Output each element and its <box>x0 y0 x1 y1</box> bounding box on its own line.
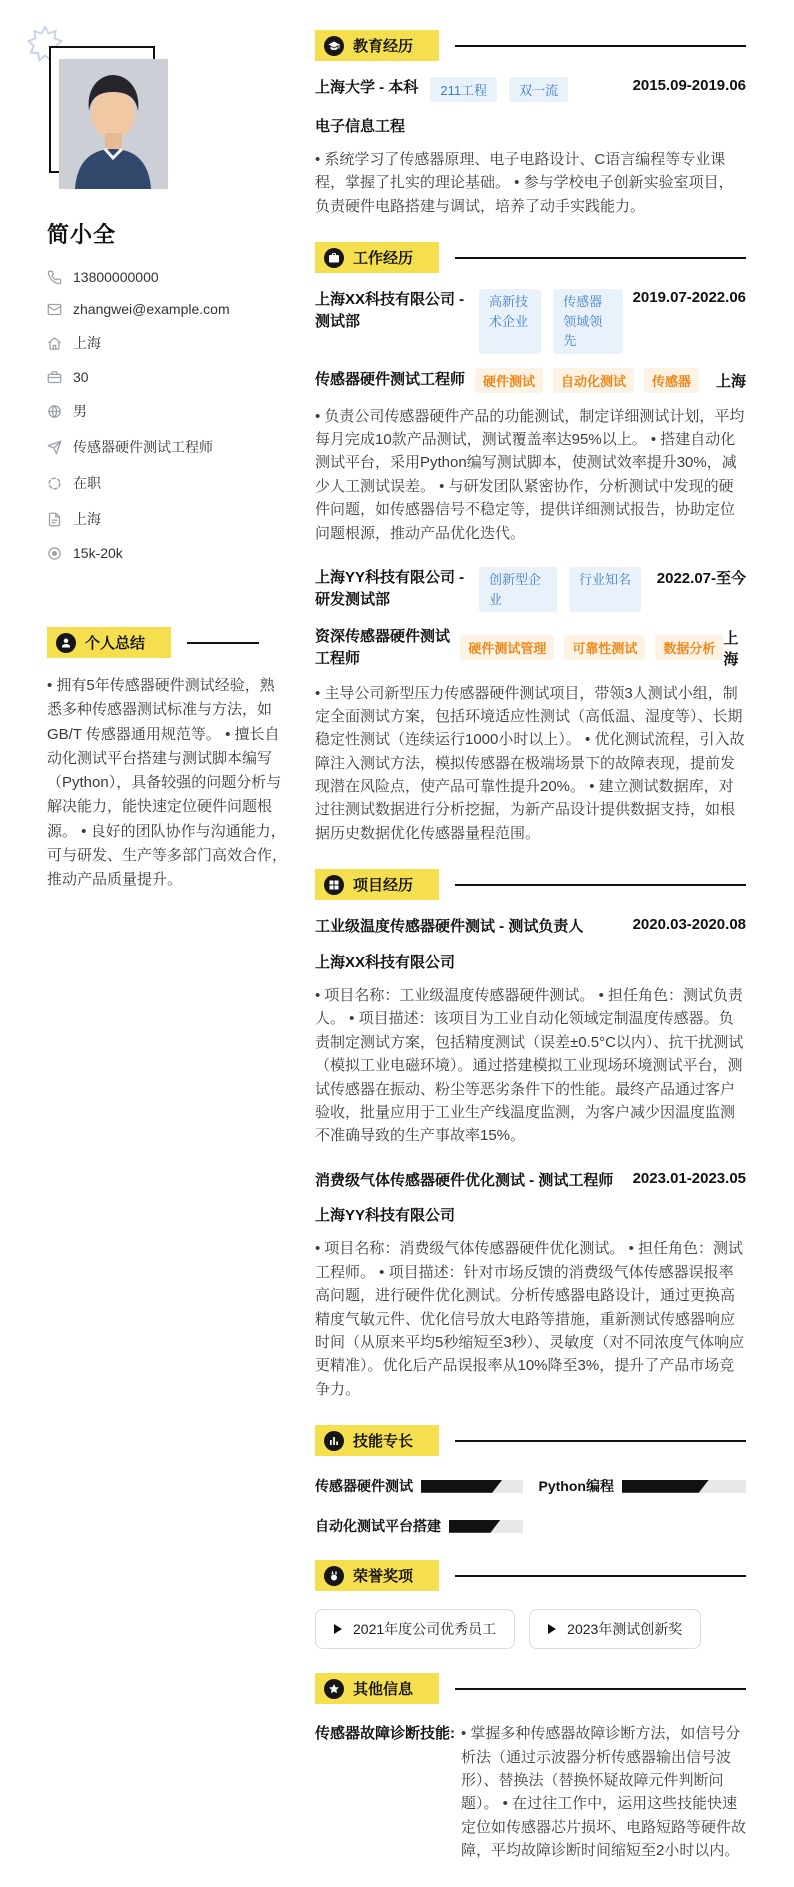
contact-value: zhangwei@example.com <box>73 301 230 317</box>
sidebar <box>47 30 287 1887</box>
project-item-header <box>315 916 746 938</box>
role-tag: 硬件测试 <box>475 368 543 393</box>
work-header <box>315 242 746 273</box>
summary-header <box>47 627 287 658</box>
honor-list <box>315 1609 746 1649</box>
target-icon <box>47 546 62 561</box>
project-company: 上海XX科技有限公司 <box>315 954 456 971</box>
role-tag: 自动化测试 <box>553 368 634 393</box>
skills-chip <box>315 1425 439 1456</box>
header-rule <box>455 45 746 47</box>
other-label: 传感器故障诊断技能: <box>315 1725 455 1743</box>
skill-item <box>539 1476 747 1496</box>
skill-name: 自动化测试平台搭建 <box>315 1518 441 1535</box>
section-other <box>315 1673 746 1862</box>
globe-icon <box>47 404 62 419</box>
contact-city <box>47 333 287 353</box>
header-rule <box>455 257 746 259</box>
work-role-row <box>315 626 746 670</box>
work-description: • 主导公司新型压力传感器硬件测试项目，带领3人测试小组，制定全面测试方案，包括环境适应性测试（高低温、湿度等）、长期稳定性测试（连续运行1000小时以上）。 • 优化测试流程，引入故障注入测试方法，模拟传感器在极端场景下的故障表现，提前发现潜在风险点，使产品可靠性提升20%。 • 建立测试数据库，对过往测试数据进行分析挖掘，为新产品设计提供数据支持，如根据历史数据优化传感器量程范围。 <box>315 684 745 842</box>
school-badge: 211工程 <box>430 77 497 102</box>
summary-chip <box>47 627 171 658</box>
skill-item <box>315 1476 523 1496</box>
company-badge: 创新型企业 <box>479 567 557 612</box>
phone-icon <box>47 270 62 285</box>
paper-plane-icon <box>47 440 62 455</box>
major-name: 电子信息工程 <box>315 118 406 135</box>
contact-value: 在职 <box>73 475 101 491</box>
other-title: 其他信息 <box>353 1681 414 1699</box>
section-work <box>315 242 746 845</box>
section-summary <box>47 627 287 893</box>
candidate-name: 简小全 <box>47 222 117 247</box>
company-badge: 高新技术企业 <box>479 289 541 354</box>
person-icon <box>56 633 76 653</box>
skills-header <box>315 1425 746 1456</box>
work-role-row <box>315 368 746 393</box>
grid-icon <box>324 875 344 895</box>
work-item-header <box>315 289 746 354</box>
other-text: • 掌握多种传感器故障诊断方法，如信号分析法（通过示波器分析传感器输出信号波形）、替换法（替换怀疑故障元件判断问题）。 • 在过往工作中，运用这些技能快速定位如传感器芯片损坏、电路短路等硬件故障，平均故障诊断时间缩短至2小时以内。 <box>461 1725 747 1860</box>
contact-gender <box>47 401 287 421</box>
project-item <box>315 916 746 1147</box>
role-tag: 硬件测试管理 <box>460 635 554 660</box>
projects-header <box>315 869 746 900</box>
work-date: 2022.07-至今 <box>656 570 746 588</box>
honors-chip <box>315 1560 439 1591</box>
graduation-cap-icon <box>324 36 344 56</box>
contact-age <box>47 369 287 385</box>
role-name: 资深传感器硬件测试工程师 <box>315 628 451 667</box>
section-honors <box>315 1560 746 1649</box>
summary-title: 个人总结 <box>85 635 146 652</box>
project-item <box>315 1170 746 1401</box>
role-tags <box>460 635 723 660</box>
project-item-header <box>315 1170 746 1192</box>
summary-text: • 拥有5年传感器硬件测试经验，熟悉多种传感器测试标准与方法，如GB/T 传感器通用规范等。 • 擅长自动化测试平台搭建与测试脚本编写（Python），具备较强的问题分析与解决能力，能快速定位硬件问题根源。 • 良好的团队协作与沟通能力，可与研发、生产等多部门高效合作，推动产品质量提升。 <box>47 677 288 889</box>
school-badges <box>430 77 568 102</box>
profile-photo <box>59 59 168 189</box>
work-item <box>315 567 746 845</box>
company-name: 上海YY科技有限公司 - 研发测试部 <box>315 569 465 608</box>
header-rule <box>455 884 746 886</box>
section-projects <box>315 869 746 1401</box>
company-badges <box>479 567 641 612</box>
medal-icon <box>324 1566 344 1586</box>
honors-title: 荣誉奖项 <box>353 1568 414 1586</box>
project-description: • 项目名称：工业级温度传感器硬件测试。 • 担任角色：测试负责人。 • 项目描述：该项目为工业自动化领域定制温度传感器。负责制定测试方案，包括精度测试（误差±0.5°C以内）、抗干扰测试（模拟工业电磁环境）。通过搭建模拟工业现场环境测试平台，测试传感器在振动、粉尘等恶劣条件下的性能。最终产品通过客户验收，批量应用于工业生产线温度监测，为客户减少因温度监测不准确导致的生产事故率15%。 <box>315 987 744 1145</box>
photo-area <box>47 46 177 194</box>
contact-value: 男 <box>73 403 87 419</box>
projects-chip <box>315 869 439 900</box>
project-date: 2020.03-2020.08 <box>632 916 746 934</box>
status-ring-icon <box>47 476 62 491</box>
role-tag: 传感器 <box>644 368 699 393</box>
skill-bar-fill <box>449 1520 500 1533</box>
contact-list <box>47 269 287 561</box>
education-chip <box>315 30 439 61</box>
contact-job-title <box>47 437 287 457</box>
document-icon <box>47 512 62 527</box>
contact-value: 上海 <box>73 511 101 527</box>
header-rule <box>187 642 259 644</box>
project-name: 消费级气体传感器硬件优化测试 - 测试工程师 <box>315 1171 614 1189</box>
skill-bar <box>421 1480 523 1493</box>
role-tag: 可靠性测试 <box>564 635 645 660</box>
skill-item <box>315 1516 523 1536</box>
honor-pill <box>529 1609 701 1649</box>
other-info-row <box>315 1722 746 1862</box>
section-skills <box>315 1425 746 1536</box>
section-education <box>315 30 746 218</box>
header-rule <box>455 1688 746 1690</box>
work-description: • 负责公司传感器硬件产品的功能测试，制定详细测试计划，平均每月完成10款产品测试，测试覆盖率达95%以上。 • 搭建自动化测试平台，采用Python编写测试脚本，使测试效率提升30%，减少人工测试误差。 • 与研发团队紧密协作，分析测试中发现的硬件问题，如传感器信号不稳定等，提供详细测试报告，协助定位问题根源，推动产品优化迭代。 <box>315 407 745 542</box>
header-rule <box>455 1575 746 1577</box>
contact-value: 传感器硬件测试工程师 <box>73 439 213 455</box>
education-title: 教育经历 <box>353 38 414 55</box>
contact-status <box>47 473 287 493</box>
contact-location <box>47 509 287 529</box>
honor-pill <box>315 1609 515 1649</box>
role-name: 传感器硬件测试工程师 <box>315 371 466 389</box>
play-triangle-icon <box>334 1624 342 1634</box>
contact-salary <box>47 545 287 561</box>
education-item-header <box>315 77 746 102</box>
contact-value: 30 <box>73 369 89 385</box>
portrait-illustration <box>59 59 168 189</box>
skills-grid <box>315 1476 746 1536</box>
contact-phone <box>47 269 287 285</box>
work-item-header <box>315 567 746 612</box>
honor-label: 2021年度公司优秀员工 <box>353 1621 497 1638</box>
work-chip <box>315 242 439 273</box>
contact-value: 上海 <box>73 335 101 351</box>
work-location: 上海 <box>715 372 746 390</box>
other-header <box>315 1673 746 1704</box>
work-location: 上海 <box>723 629 739 668</box>
contact-email <box>47 301 287 317</box>
bar-chart-icon <box>324 1431 344 1451</box>
honor-label: 2023年测试创新奖 <box>567 1621 683 1638</box>
star-icon <box>324 1679 344 1699</box>
education-header <box>315 30 746 61</box>
company-badge: 行业知名 <box>569 567 641 612</box>
projects-title: 项目经历 <box>353 877 414 895</box>
skill-bar-fill <box>421 1480 502 1493</box>
school-badge: 双一流 <box>509 77 568 102</box>
project-date: 2023.01-2023.05 <box>632 1169 746 1187</box>
project-name: 工业级温度传感器硬件测试 - 测试负责人 <box>315 918 584 936</box>
company-badge: 传感器领域领先 <box>553 289 622 354</box>
honors-header <box>315 1560 746 1591</box>
education-description: • 系统学习了传感器原理、电子电路设计、C语言编程等专业课程，掌握了扎实的理论基础。 • 参与学校电子创新实验室项目，负责硬件电路搭建与调试，培养了动手实践能力。 <box>315 151 734 215</box>
contact-value: 13800000000 <box>73 269 159 285</box>
briefcase-icon <box>47 370 62 385</box>
company-name: 上海XX科技有限公司 - 测试部 <box>315 291 465 330</box>
briefcase-icon <box>324 248 344 268</box>
skill-name: Python编程 <box>538 1478 614 1495</box>
role-tags <box>475 368 699 393</box>
skill-name: 传感器硬件测试 <box>315 1478 413 1495</box>
role-tag: 数据分析 <box>655 635 723 660</box>
other-chip <box>315 1673 439 1704</box>
work-title: 工作经历 <box>353 250 414 268</box>
education-date: 2015.09-2019.06 <box>632 77 746 94</box>
header-rule <box>455 1440 746 1442</box>
skill-bar-fill <box>622 1480 709 1493</box>
contact-value: 15k-20k <box>73 545 123 561</box>
project-company: 上海YY科技有限公司 <box>315 1207 456 1225</box>
work-date: 2019.07-2022.06 <box>632 289 746 307</box>
project-description: • 项目名称：消费级气体传感器硬件优化测试。 • 担任角色：测试工程师。 • 项目描述：针对市场反馈的消费级气体传感器误报率高问题，进行硬件优化测试。分析传感器电路设计，通过更换高精度气敏元件、优化信号放大电路等措施，重新测试传感器响应时间（从原来平均5秒缩短至3秒）、灵敏度（对不同浓度气体响应更精准）。优化后产品误报率从10%降至3%，提升了产品市场竞争力。 <box>315 1240 745 1398</box>
play-triangle-icon <box>548 1624 556 1634</box>
skills-title: 技能专长 <box>353 1433 414 1451</box>
school-name: 上海大学 - 本科 <box>315 79 419 96</box>
skill-bar <box>622 1480 746 1493</box>
mail-icon <box>47 302 62 317</box>
main-column <box>315 30 746 1887</box>
home-icon <box>47 336 62 351</box>
work-item <box>315 289 746 545</box>
skill-bar <box>449 1520 523 1533</box>
company-badges <box>479 289 623 354</box>
